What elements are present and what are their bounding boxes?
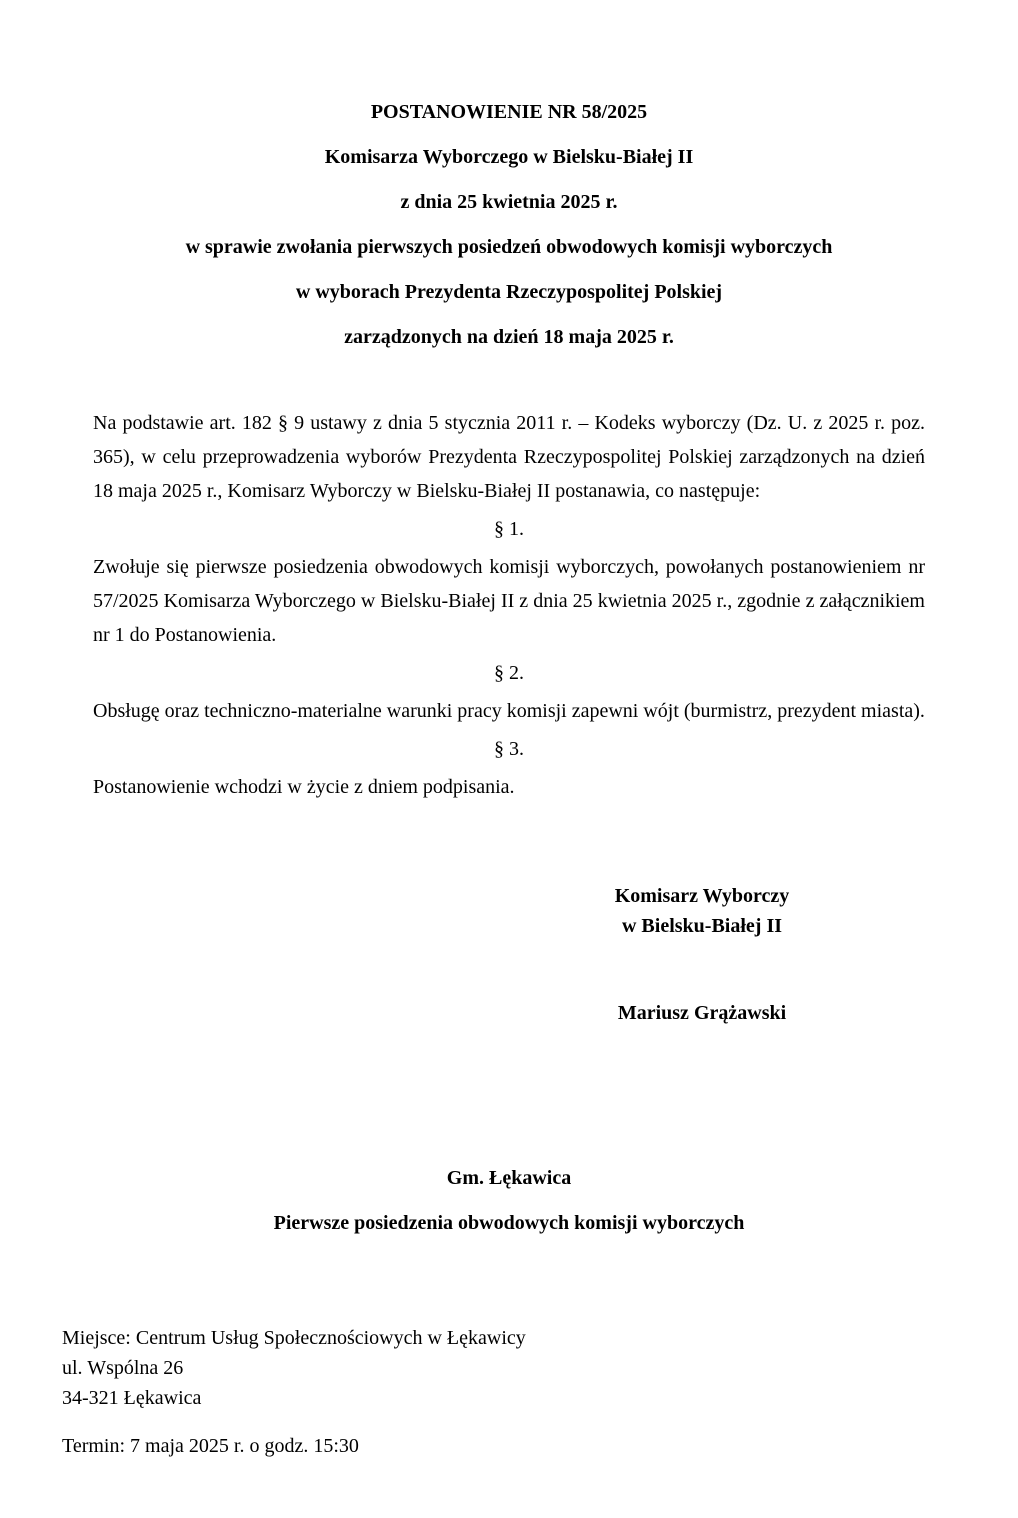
section-paragraph-3: Postanowienie wchodzi w życie z dniem podpisania.	[93, 776, 515, 798]
title-line-election-date: zarządzonych na dzień 18 maja 2025 r.	[344, 326, 674, 348]
annex-details	[62, 1323, 1018, 1461]
signature-block	[552, 881, 852, 1028]
annex-municipality: Gm. Łękawica	[446, 1167, 572, 1189]
section-paragraph-1: Zwołuje się pierwsze posiedzenia obwodowych komisji wyborczych, powołanych postanowieniem nr 57/2025 Komisarza Wyborczego w Bielsku-Białej II z dnia 25 kwietnia 2025 r., zgodnie z załącznikiem nr 1 do Postanowienia.	[93, 556, 925, 646]
preamble-paragraph: Na podstawie art. 182 § 9 ustawy z dnia 5 stycznia 2011 r. – Kodeks wyborczy (Dz. U. z 2025 r. poz. 365), w celu przeprowadzenia wyborów Prezydenta Rzeczypospolitej Polskiej zarządzonych na dzień 18 maja 2025 r., Komisarz Wyborczy w Bielsku-Białej II postanawia, co następuje:	[93, 412, 925, 502]
signature-role-line-2: w Bielsku-Białej II	[621, 915, 783, 937]
title-line-decision-number: POSTANOWIENIE NR 58/2025	[370, 101, 648, 123]
title-line-subject: w sprawie zwołania pierwszych posiedzeń obwodowych komisji wyborczych	[185, 236, 833, 258]
annex-postal-line: 34-321 Łękawica	[62, 1387, 202, 1409]
title-line-issuer: Komisarza Wyborczego w Bielsku-Białej II	[324, 146, 694, 168]
title-line-election: w wyborach Prezydenta Rzeczypospolitej Polskiej	[295, 281, 723, 303]
signature-name: Mariusz Grążawski	[617, 1002, 787, 1024]
document-title-block	[0, 90, 1018, 360]
annex-street-line: ul. Wspólna 26	[62, 1357, 184, 1379]
section-heading-2: § 2.	[494, 662, 524, 684]
annex-place-line: Miejsce: Centrum Usług Społecznościowych w Łękawicy	[62, 1327, 526, 1349]
signature-role-line-1: Komisarz Wyborczy	[614, 885, 790, 907]
section-heading-1: § 1.	[494, 518, 524, 540]
annex-subtitle: Pierwsze posiedzenia obwodowych komisji wyborczych	[273, 1212, 745, 1234]
section-paragraph-2: Obsługę oraz techniczno-materialne warunki pracy komisji zapewni wójt (burmistrz, prezydent miasta).	[93, 700, 925, 722]
section-heading-3: § 3.	[494, 738, 524, 760]
annex-term-line: Termin: 7 maja 2025 r. o godz. 15:30	[62, 1435, 359, 1457]
title-line-date: z dnia 25 kwietnia 2025 r.	[400, 191, 618, 213]
annex-header	[0, 1156, 1018, 1246]
document-body	[93, 406, 925, 804]
